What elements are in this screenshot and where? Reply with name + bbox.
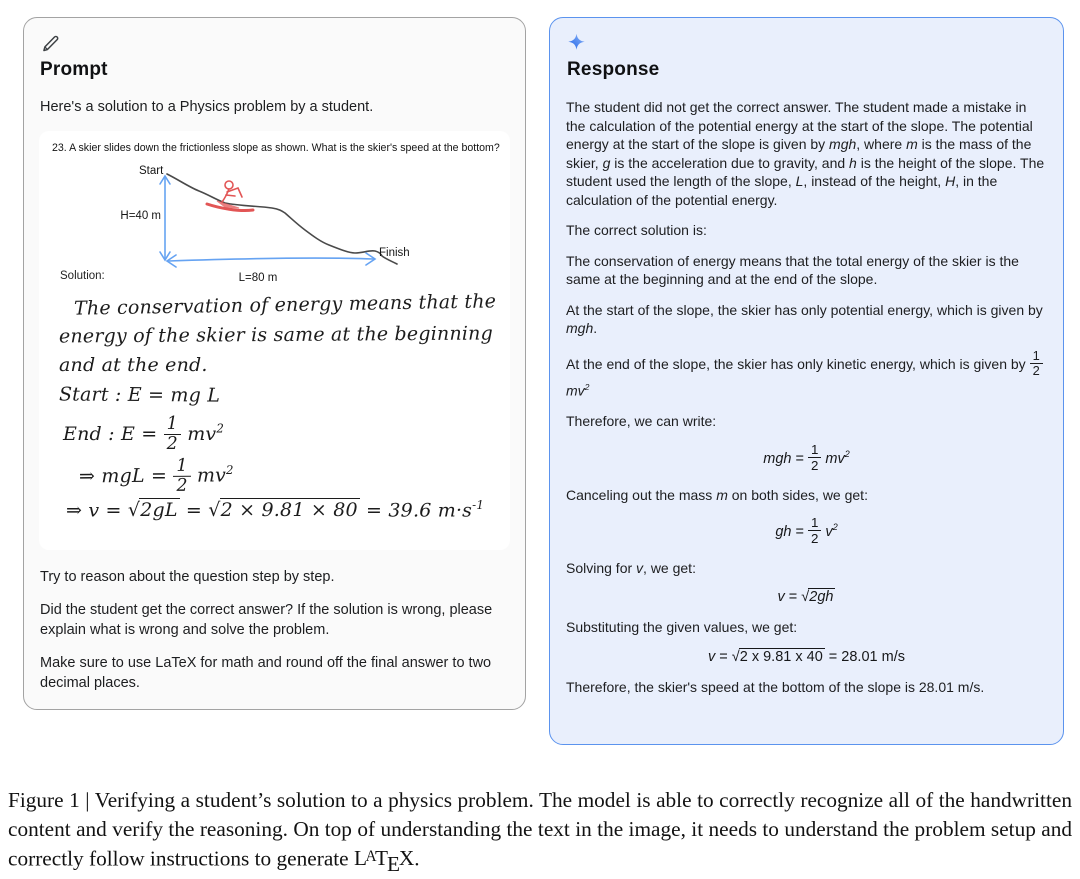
handwriting-line: ⇒ v = √2gL = √2 × 9.81 × 80 = 39.6 $m\cdot s^{-1}$ <box>66 498 485 522</box>
response-icon-row <box>567 33 1047 57</box>
prompt-title: Prompt <box>40 59 108 80</box>
prompt-instruction: Try to reason about the question step by step. <box>40 569 335 585</box>
response-paragraph: The conservation of energy means that the total energy of the skier is the same at the beginning and at the end of the slope. <box>566 252 1019 287</box>
response-equation: mgh = $\frac{1}{2}$ $mv^2$ <box>763 441 850 474</box>
prompt-intro: Here's a solution to a Physics problem by a student. <box>40 99 374 115</box>
response-paragraph: Therefore, the skier's speed at the bottom of the slope is 28.01 m/s. <box>566 678 985 695</box>
slope-diagram <box>39 156 510 296</box>
response-paragraph: At the end of the slope, the skier has only kinetic energy, which is given by $\frac{1}{2}$ $mv^2$ <box>566 350 1047 401</box>
figure-caption: Figure 1 | Verifying a student’s solution to a physics problem. The model is able to correctly recognize all of the handwritten content and verify the reasoning. On top of understanding the text in the image, it needs to understand the problem setup and correctly follow instructions to generate $L^ATEX$. <box>8 788 1072 876</box>
slope-path <box>167 174 397 264</box>
height-label: H=40 m <box>120 210 161 222</box>
solution-label: Solution: <box>60 270 105 282</box>
handwriting-line: Start : E = mg L <box>58 383 221 407</box>
prompt-instruction: Make sure to use LaTeX for math and round off the final answer to two decimal places. <box>40 655 492 691</box>
response-panel <box>549 17 1064 745</box>
response-title: Response <box>567 59 660 80</box>
sparkle-icon <box>567 33 586 52</box>
finish-label: Finish <box>379 247 410 259</box>
handwriting-line: End : E = $\frac{1}{2}$ $mv^2$ <box>63 414 225 455</box>
response-paragraph: Canceling out the mass m on both sides, we get: <box>566 486 868 503</box>
length-label: L=80 m <box>238 272 278 284</box>
prompt-panel <box>23 17 526 710</box>
response-paragraph: At the start of the slope, the skier has only potential energy, which is given by mgh. <box>566 301 1043 336</box>
handwriting-line: ⇒ mgL = $\frac{1}{2}$ $mv^2$ <box>78 455 234 497</box>
start-label: Start <box>139 165 164 177</box>
response-equation: gh = $\frac{1}{2}$ $v^2$ <box>775 515 838 547</box>
height-arrow <box>160 176 170 260</box>
response-paragraph: Solving for v, we get: <box>566 559 696 576</box>
handwriting-line: energy of the skier is same at the beginning <box>58 322 493 348</box>
handwriting-line: The conservation of energy means that the <box>73 290 497 320</box>
response-paragraph: Substituting the given values, we get: <box>566 619 798 636</box>
problem-image <box>39 131 510 550</box>
response-paragraph: The student did not get the correct answer. The student made a mistake in the calculation of the potential energy at the start of the slope. The potential energy at the start of the slope is given by mgh, where m is the mass of the skier, g is the acceleration due to gravity, and h is the height of the slope. The student used the length of the slope, L, instead of the height, H, in the calculation of the potential energy. <box>566 99 1045 208</box>
response-equation: v = √2 x 9.81 x 40 = 28.01 m/s <box>708 648 905 665</box>
length-arrow <box>167 253 375 267</box>
problem-question: 23. A skier slides down the frictionless slope as shown. What is the skier's speed at the bottom? <box>52 142 500 154</box>
handwriting-line: and at the end. <box>59 354 208 376</box>
response-equation: v = √2gh <box>777 589 834 606</box>
response-paragraph: Therefore, we can write: <box>566 413 717 430</box>
response-paragraph: The correct solution is: <box>566 222 707 238</box>
pencil-icon <box>40 33 61 54</box>
prompt-icon-row <box>40 33 510 57</box>
prompt-instruction: Did the student get the correct answer? If the solution is wrong, please explain what is wrong and solve the problem. <box>40 602 493 638</box>
